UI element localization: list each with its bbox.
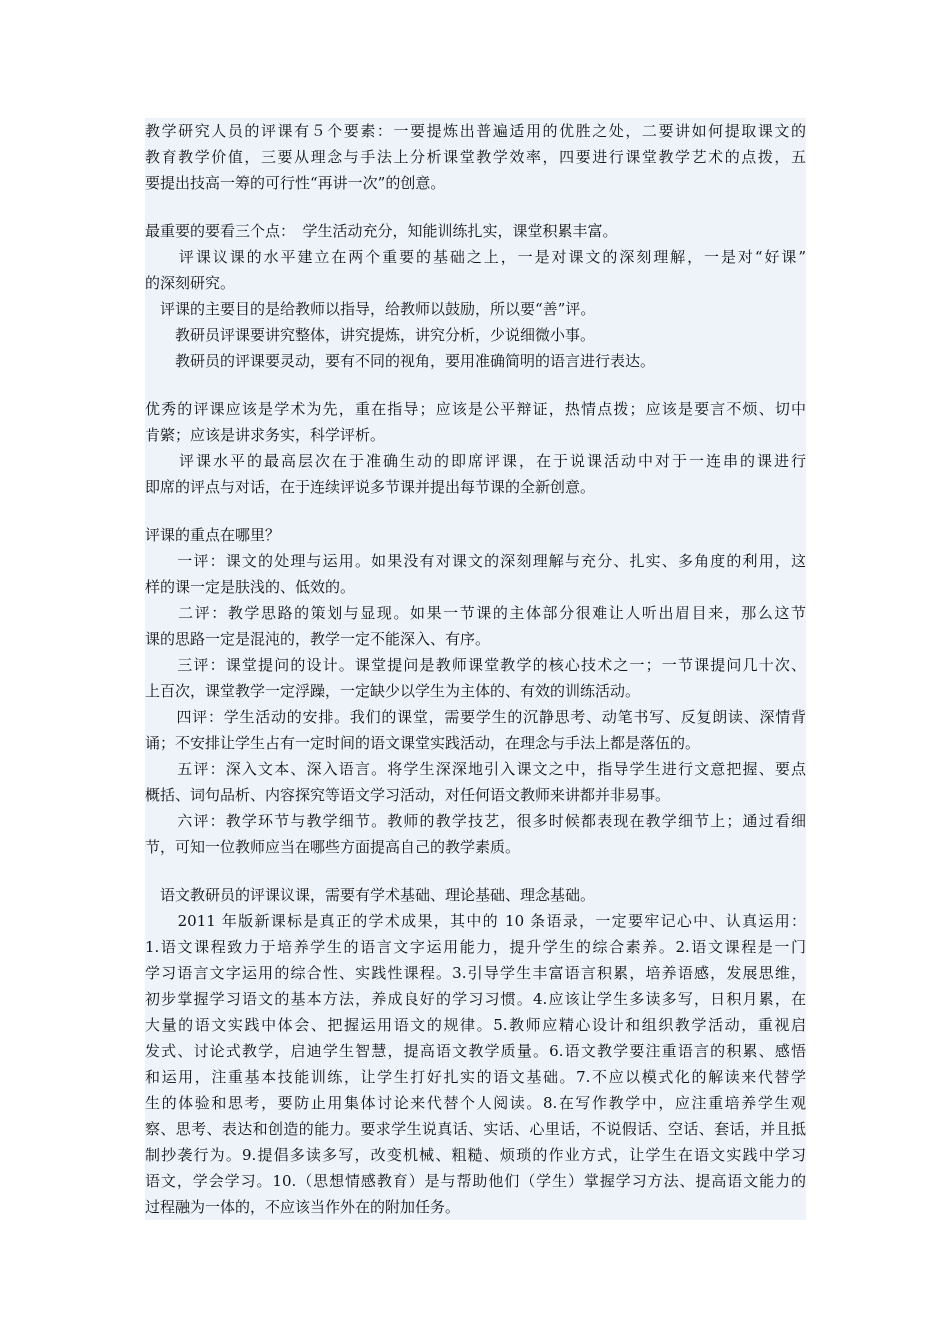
blank-line — [145, 196, 806, 218]
text-line: 六评：教学环节与教学细节。教师的教学技艺，很多时候都表现在教学细节上；通过看细 — [145, 812, 806, 830]
text-line: 诵；不安排让学生占有一定时间的语文课堂实践活动，在理念与手法上都是落伍的。 — [145, 734, 701, 752]
text-line: 三评：课堂提问的设计。课堂提问是教师课堂教学的核心技术之一；一节课提问几十次、 — [145, 656, 806, 674]
text-line: 和运用，注重基本技能训练，让学生打好扎实的语文基础。7.不应以模式化的解读来代替学 — [145, 1068, 806, 1086]
text-line: 概括、词句品析、内容探究等语文学习活动，对任何语文教师来讲都并非易事。 — [145, 786, 671, 804]
text-line: 教研员的评课要灵动，要有不同的视角，要用准确简明的语言进行表达。 — [145, 352, 656, 370]
text-line: 生的体验和思考，要防止用集体讨论来代替个人阅读。8.在写作教学中，应注重培养学生观 — [145, 1094, 806, 1112]
text-line: 初步掌握学习语文的基本方法，养成良好的学习习惯。4.应该让学生多读多写，日积月累，在 — [145, 990, 806, 1008]
text-line: 优秀的评课应该是学术为先，重在指导；应该是公平辩证，热情点拨；应该是要言不烦、切中 — [145, 400, 806, 418]
text-line: 过程融为一体的，不应该当作外在的附加任务。 — [145, 1198, 461, 1216]
text-line: 学习语言文字运用的综合性、实践性课程。3.引导学生丰富语言积累，培养语感，发展思维， — [145, 964, 806, 982]
text-line: 上百次，课堂教学一定浮躁，一定缺少以学生为主体的、有效的训练活动。 — [145, 682, 641, 700]
text-line: 1.语文课程致力于培养学生的语言文字运用能力，提升学生的综合素养。2.语文课程是一门 — [145, 938, 806, 956]
text-line: 五评：深入文本、深入语言。将学生深深地引入课文之中，指导学生进行文意把握、要点 — [145, 760, 806, 778]
text-line: 二评：教学思路的策划与显现。如果一节课的主体部分很难让人听出眉目来，那么这节 — [145, 604, 806, 622]
text-line: 制抄袭行为。9.提倡多读多写，改变机械、粗糙、烦琐的作业方式，让学生在语文实践中学习 — [145, 1146, 806, 1164]
text-line: 2011 年版新课标是真正的学术成果，其中的 10 条语录，一定要牢记心中、认真运用： — [145, 912, 806, 930]
text-line: 节，可知一位教师应当在哪些方面提高自己的教学素质。 — [145, 838, 521, 856]
text-line: 肯綮；应该是讲求务实，科学评析。 — [145, 426, 386, 444]
text-line: 一评：课文的处理与运用。如果没有对课文的深刻理解与充分、扎实、多角度的利用，这 — [145, 552, 806, 570]
text-line: 评课水平的最高层次在于准确生动的即席评课，在于说课活动中对于一连串的课进行 — [145, 452, 806, 470]
text-line: 大量的语文实践中体会、把握运用语文的规律。5.教师应精心设计和组织教学活动，重视启 — [145, 1016, 806, 1034]
text-line: 评课议课的水平建立在两个重要的基础之上，一是对课文的深刻理解，一是对“好课” — [145, 248, 806, 266]
text-line: 四评：学生活动的安排。我们的课堂，需要学生的沉静思考、动笔书写、反复朗读、深情背 — [145, 708, 806, 726]
text-line: 评课的主要目的是给教师以指导，给教师以鼓励，所以要“善”评。 — [145, 300, 596, 318]
text-line: 教研员评课要讲究整体，讲究提炼，讲究分析，少说细微小事。 — [145, 326, 596, 344]
text-line: 样的课一定是肤浅的、低效的。 — [145, 578, 356, 596]
document-body — [145, 118, 806, 1220]
text-line: 教育教学价值，三要从理念与手法上分析课堂教学效率，四要进行课堂教学艺术的点拨，五 — [145, 148, 806, 166]
blank-line — [145, 860, 806, 882]
text-line: 的深刻研究。 — [145, 274, 236, 292]
text-line: 语文，学会学习。10.（思想情感教育）是与帮助他们（学生）掌握学习方法、提高语文能力的 — [145, 1172, 806, 1190]
text-line: 最重要的要看三个点： 学生活动充分，知能训练扎实，课堂积累丰富。 — [145, 222, 618, 240]
blank-line — [145, 500, 806, 522]
text-line: 要提出技高一筹的可行性“再讲一次”的创意。 — [145, 174, 446, 192]
text-line: 课的思路一定是混沌的，教学一定不能深入、有序。 — [145, 630, 491, 648]
text-line: 察、思考、表达和创造的能力。要求学生说真话、实话、心里话，不说假话、空话、套话，并且抵 — [145, 1120, 806, 1138]
text-line: 评课的重点在哪里？ — [145, 526, 281, 544]
text-line: 语文教研员的评课议课，需要有学术基础、理论基础、理念基础。 — [145, 886, 596, 904]
text-line: 即席的评点与对话，在于连续评说多节课并提出每节课的全新创意。 — [145, 478, 596, 496]
text-line: 教学研究人员的评课有５个要素：一要提炼出普遍适用的优胜之处，二要讲如何提取课文的 — [145, 122, 806, 140]
text-line: 发式、讨论式教学，启迪学生智慧，提高语文教学质量。6.语文教学要注重语言的积累、感悟 — [145, 1042, 806, 1060]
blank-line — [145, 374, 806, 396]
